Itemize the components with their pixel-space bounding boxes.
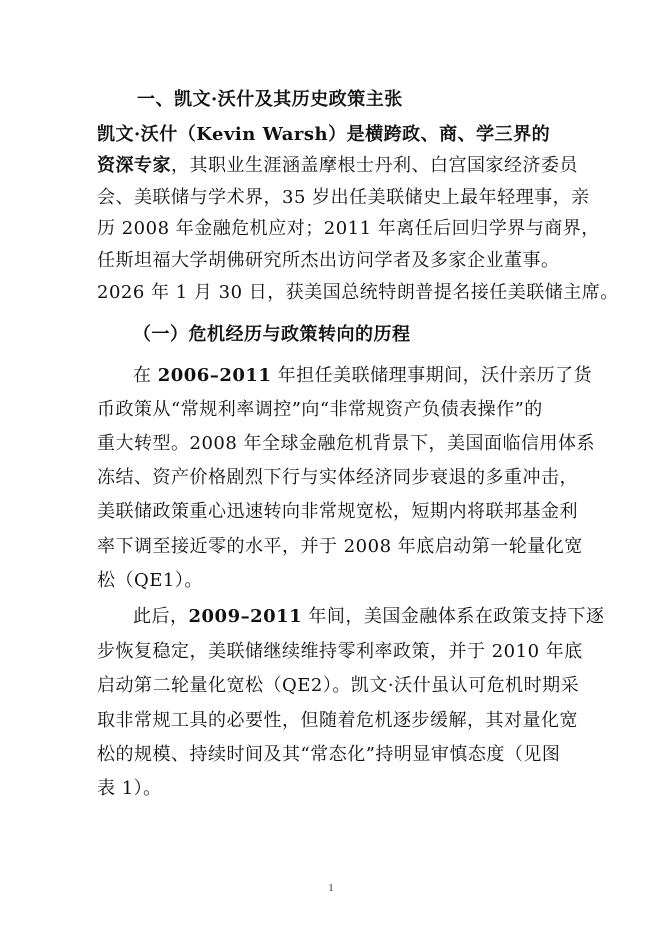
para1-line4: 历 2008 年金融危机应对；2011 年离任后回归学界与商界， [97, 218, 600, 239]
para3-line6: 表 1）。 [97, 778, 162, 799]
para3-line3: 启动第二轮量化宽松（QE2）。凯文·沃什虽认可危机时期采 [97, 675, 580, 696]
page-number: 1 [328, 882, 334, 894]
para2-line6: 率下调至接近零的水平，并于 2008 年底启动第一轮量化宽 [97, 536, 583, 557]
para2-line5: 美联储政策重心迅速转向非常规宽松，短期内将联邦基金利 [97, 501, 578, 522]
section-heading: 一、凯文·沃什及其历史政策主张 [137, 89, 403, 110]
para2-line4: 冻结、资产价格剧烈下行与实体经济同步衰退的多重冲击， [97, 467, 578, 488]
para3-line2: 步恢复稳定，美联储继续维持零利率政策，并于 2010 年底 [97, 641, 583, 662]
para1-line2 [97, 154, 662, 178]
para1-line1 [97, 123, 662, 147]
para2-line1 [133, 364, 662, 388]
para3-line1-suffix: 年间，美国金融体系在政策支持下逐 [302, 606, 605, 627]
para3-line4: 取非常规工具的必要性，但随着危机逐步缓解，其对量化宽 [97, 710, 578, 731]
para1-bold-lead: 凯文·沃什（Kevin Warsh）是横跨政、商、学三界的 [97, 124, 551, 145]
para2-line7: 松（QE1）。 [97, 570, 203, 591]
para3-line1 [133, 605, 662, 629]
para1-line3: 会、美联储与学术界，35 岁出任美联储史上最年轻理事，亲 [97, 187, 590, 208]
para1-line6: 2026 年 1 月 30 日，获美国总统特朗普提名接任美联储主席。 [97, 282, 619, 303]
para1-bold-term: 资深专家 [97, 155, 171, 176]
para3-line5: 松的规模、持续时间及其“常态化”持明显审慎态度（见图 [97, 744, 561, 765]
para2-line1-prefix: 在 [133, 365, 158, 386]
para2-bold-years: 2006–2011 [157, 365, 272, 386]
para1-line2-text: ，其职业生涯涵盖摩根士丹利、白宫国家经济委员 [171, 155, 578, 176]
para2-line3: 重大转型。2008 年全球金融危机背景下，美国面临信用体系 [97, 433, 596, 454]
para2-line2: 币政策从“常规利率调控”向“非常规资产负债表操作”的 [97, 399, 543, 420]
para2-line1-suffix: 年担任美联储理事期间，沃什亲历了货 [271, 365, 593, 386]
subsection-heading: （一）危机经历与政策转向的历程 [133, 324, 411, 345]
para3-bold-years: 2009–2011 [188, 606, 303, 627]
para1-line5: 任斯坦福大学胡佛研究所杰出访问学者及多家企业董事。 [97, 250, 560, 271]
para3-line1-prefix: 此后， [133, 606, 189, 627]
